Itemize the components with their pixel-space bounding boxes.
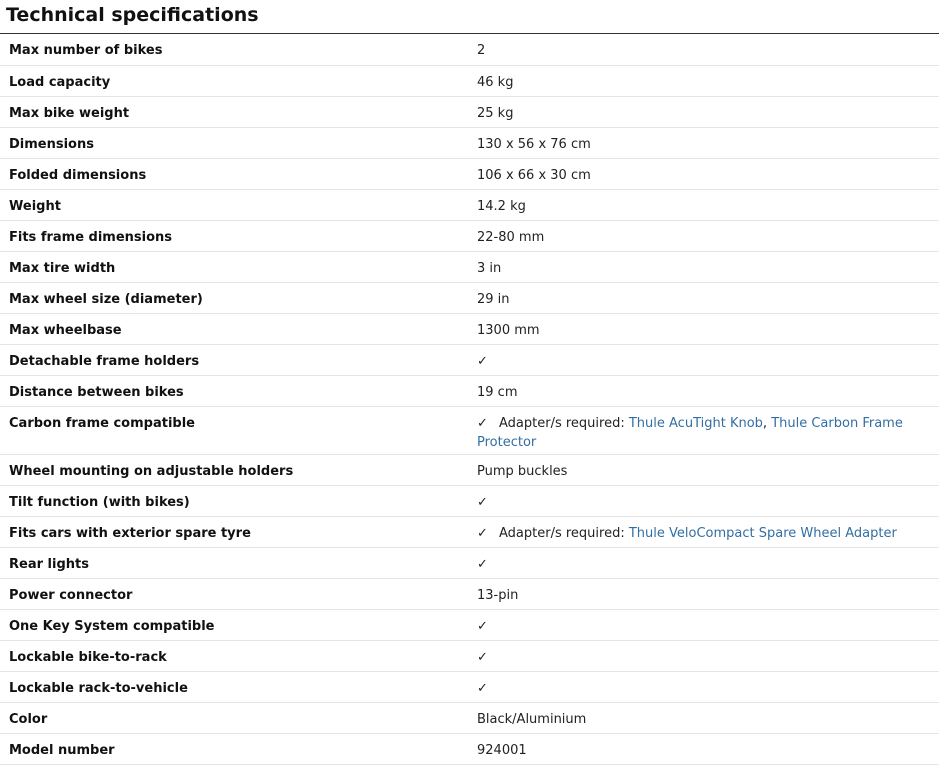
spec-value-text: 14.2 kg: [477, 198, 526, 214]
spec-value-text: 29 in: [477, 291, 510, 307]
spec-row: [0, 640, 939, 671]
spec-row: [0, 375, 939, 406]
spec-label: Max bike weight: [0, 96, 470, 127]
spec-label: Rear lights: [0, 547, 470, 578]
spec-value: [470, 34, 939, 65]
spec-value: [470, 702, 939, 733]
page-title: Technical specifications: [0, 0, 939, 34]
spec-row: [0, 96, 939, 127]
spec-value: [470, 251, 939, 282]
spec-value: [470, 65, 939, 96]
adapter-link[interactable]: Thule Carbon Frame Protector: [477, 415, 903, 450]
spec-value: [470, 485, 939, 516]
spec-value-text: 46 kg: [477, 74, 514, 90]
checkmark-icon: ✓: [477, 353, 488, 369]
spec-row: [0, 344, 939, 375]
spec-value: [470, 127, 939, 158]
spec-label: Tilt function (with bikes): [0, 485, 470, 516]
spec-value: [470, 578, 939, 609]
spec-label: Fits cars with exterior spare tyre: [0, 516, 470, 547]
spec-row: [0, 313, 939, 344]
spec-value-text: 19 cm: [477, 384, 518, 400]
spec-value-text: 2: [477, 43, 486, 58]
spec-label: Lockable rack-to-vehicle: [0, 671, 470, 702]
spec-value: [470, 282, 939, 313]
spec-row: [0, 485, 939, 516]
spec-value: [470, 454, 939, 485]
spec-value: [470, 671, 939, 702]
adapter-link[interactable]: Thule AcuTight Knob: [628, 415, 763, 431]
spec-label: Folded dimensions: [0, 158, 470, 189]
spec-label: Max tire width: [0, 251, 470, 282]
spec-value: [470, 344, 939, 375]
checkmark-icon: ✓: [477, 618, 488, 634]
spec-value-text: 3 in: [477, 260, 502, 276]
spec-value: [470, 733, 939, 764]
spec-row: [0, 516, 939, 547]
spec-label: Load capacity: [0, 65, 470, 96]
spec-row: [0, 578, 939, 609]
spec-row: [0, 189, 939, 220]
spec-label: Max wheel size (diameter): [0, 282, 470, 313]
spec-value-text: 25 kg: [477, 105, 514, 121]
spec-label: Distance between bikes: [0, 375, 470, 406]
spec-label: One Key System compatible: [0, 609, 470, 640]
spec-label: Color: [0, 702, 470, 733]
spec-row: [0, 282, 939, 313]
spec-row: [0, 220, 939, 251]
spec-label: Carbon frame compatible: [0, 406, 470, 454]
spec-row: [0, 406, 939, 454]
checkmark-icon: ✓: [477, 525, 488, 541]
checkmark-icon: ✓: [477, 680, 488, 696]
spec-value: [470, 375, 939, 406]
spec-value-text: 1300 mm: [477, 322, 540, 338]
spec-label: Max number of bikes: [0, 34, 470, 65]
spec-row: [0, 454, 939, 485]
adapter-note: Adapter/s required:: [499, 415, 625, 431]
spec-label: Dimensions: [0, 127, 470, 158]
spec-label: Fits frame dimensions: [0, 220, 470, 251]
spec-row: [0, 547, 939, 578]
adapter-link[interactable]: Thule VeloCompact Spare Wheel Adapter: [628, 525, 897, 541]
spec-value-text: Black/Aluminium: [477, 711, 587, 727]
spec-label: Lockable bike-to-rack: [0, 640, 470, 671]
checkmark-icon: ✓: [477, 556, 488, 572]
spec-value: [470, 547, 939, 578]
spec-row: [0, 733, 939, 764]
spec-value: [470, 406, 939, 454]
spec-value: [470, 220, 939, 251]
spec-row: [0, 702, 939, 733]
spec-label: Model number: [0, 733, 470, 764]
spec-row: [0, 65, 939, 96]
spec-label: Power connector: [0, 578, 470, 609]
spec-row: [0, 671, 939, 702]
spec-value: [470, 189, 939, 220]
spec-row: [0, 609, 939, 640]
adapter-note: Adapter/s required:: [499, 525, 625, 541]
specs-table: [0, 34, 939, 765]
spec-row: [0, 251, 939, 282]
checkmark-icon: ✓: [477, 494, 488, 510]
spec-value-text: 13-pin: [477, 587, 519, 603]
spec-label: Max wheelbase: [0, 313, 470, 344]
spec-label: Detachable frame holders: [0, 344, 470, 375]
spec-row: [0, 34, 939, 65]
spec-value: [470, 609, 939, 640]
spec-row: [0, 158, 939, 189]
spec-value-text: Pump buckles: [477, 463, 568, 479]
spec-value: [470, 96, 939, 127]
spec-value: [470, 640, 939, 671]
spec-value-text: 106 x 66 x 30 cm: [477, 167, 591, 183]
checkmark-icon: ✓: [477, 415, 488, 431]
spec-value: [470, 313, 939, 344]
spec-value-text: 22-80 mm: [477, 229, 545, 245]
spec-label: Wheel mounting on adjustable holders: [0, 454, 470, 485]
spec-value: [470, 516, 939, 547]
spec-value-text: 130 x 56 x 76 cm: [477, 136, 591, 152]
spec-row: [0, 127, 939, 158]
spec-value-text: 924001: [477, 742, 527, 758]
spec-value: [470, 158, 939, 189]
spec-label: Weight: [0, 189, 470, 220]
checkmark-icon: ✓: [477, 649, 488, 665]
link-separator: ,: [762, 415, 772, 431]
